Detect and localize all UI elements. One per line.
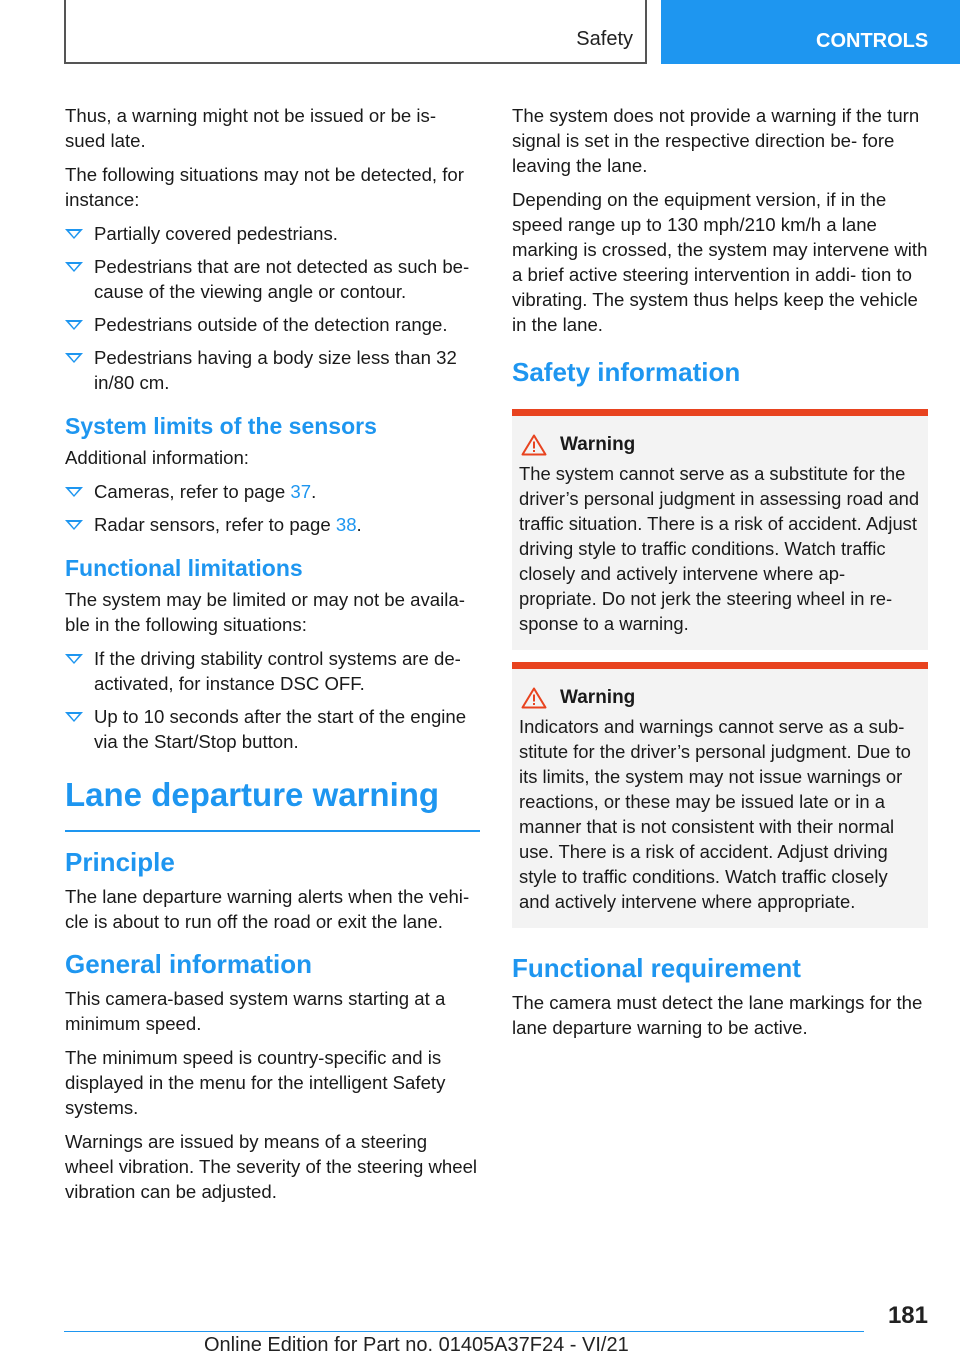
triangle-bullet-icon [65,520,83,530]
paragraph: Thus, a warning might not be issued or be is- sued late. [65,105,437,151]
paragraph: Additional information: [65,447,249,468]
paragraph: The camera must detect the lane markings for the lane departure warning to be active. [512,992,923,1038]
bullet-list [65,479,480,537]
paragraph: Warnings are issued by means of a steering wheel vibration. The severity of the steering wheel vibration can be adjusted. [65,1131,478,1202]
triangle-bullet-icon [65,654,83,664]
paragraph: The system does not provide a warning if the turn signal is set in the respective direction be- fore leaving the lane. [512,105,920,176]
paragraph: The lane departure warning alerts when the vehi- cle is about to run off the road or exit the lane. [65,886,470,932]
list-item: Up to 10 seconds after the start of the engine via the Start/Stop button. [65,704,480,754]
right-column [512,103,928,1049]
page-link-cameras[interactable]: 37 [290,481,312,502]
paragraph: The system may be limited or may not be availa- ble in the following situations: [65,589,465,635]
warning-box [512,662,928,928]
heading-principle: Principle [65,847,175,877]
header-frame [64,0,647,64]
heading-functional-requirement: Functional requirement [512,953,801,983]
warning-text: The system cannot serve as a substitute for the driver’s personal judgment in assessing road and traffic situation. There is a risk of accident. Adjust driving style to traffic conditions. Watch traffic closely and actively intervene where ap- propriate. Do not jerk the steering wheel in re- sponse to a warning. [519,463,920,634]
header-section-title: Safety [576,28,633,50]
triangle-bullet-icon [65,487,83,497]
paragraph: The minimum speed is country-specific and is displayed in the menu for the intelligent Safety systems. [65,1047,446,1118]
warning-header [519,434,921,456]
heading-lane-departure-warning: Lane departure warning [65,772,480,832]
warning-title: Warning [560,687,636,708]
triangle-bullet-icon [65,712,83,722]
warning-triangle-icon [521,434,547,456]
paragraph: This camera-based system warns starting at a minimum speed. [65,988,446,1034]
bullet-list [65,221,480,395]
heading-sensor-limits: System limits of the sensors [65,413,377,439]
warning-text: Indicators and warnings cannot serve as a sub- stitute for the driver’s personal judgment. Due to its limits, the system may not issue warnings or reactions, or these may be issued late or in a manner that is not consistent with their normal use. There is a risk of accident. Adjust driving style to traffic conditions. Watch traffic closely and actively intervene where appropriate. [519,716,911,912]
header-chapter-tab [661,0,960,64]
paragraph: Depending on the equipment version, if in the speed range up to 130 mph/210 km/h a lane marking is crossed, the system may intervene with a brief active steering intervention in addi- tion to vibrating. The system thus helps keep the vehicle in the lane. [512,189,928,335]
warning-box [512,409,928,650]
list-item: Partially covered pedestrians. [65,221,480,246]
heading-safety-information: Safety information [512,357,741,387]
list-item: Pedestrians that are not detected as such be- cause of the viewing angle or contour. [65,254,480,304]
list-item: If the driving stability control systems are de- activated, for instance DSC OFF. [65,646,480,696]
triangle-bullet-icon [65,262,83,272]
warning-title: Warning [560,434,636,455]
list-item: Cameras, refer to page 37. [65,479,480,504]
list-item: Pedestrians having a body size less than 32 in/80 cm. [65,345,480,395]
left-column [65,103,480,1213]
list-item: Radar sensors, refer to page 38. [65,512,480,537]
triangle-bullet-icon [65,229,83,239]
page-number: 181 [887,1302,928,1329]
triangle-bullet-icon [65,320,83,330]
warning-triangle-icon [521,687,547,709]
footer-edition: Online Edition for Part no. 01405A37F24 - VI/21 [204,1334,629,1356]
list-item: Pedestrians outside of the detection range. [65,312,480,337]
paragraph: The following situations may not be detected, for instance: [65,164,464,210]
triangle-bullet-icon [65,353,83,363]
bullet-list [65,646,480,754]
warning-header [519,687,921,709]
heading-functional-limitations: Functional limitations [65,555,303,581]
heading-general-information: General information [65,949,313,979]
footer-divider [64,1331,864,1332]
header-chapter-label: CONTROLS [816,30,929,52]
page-link-radar[interactable]: 38 [335,514,357,535]
